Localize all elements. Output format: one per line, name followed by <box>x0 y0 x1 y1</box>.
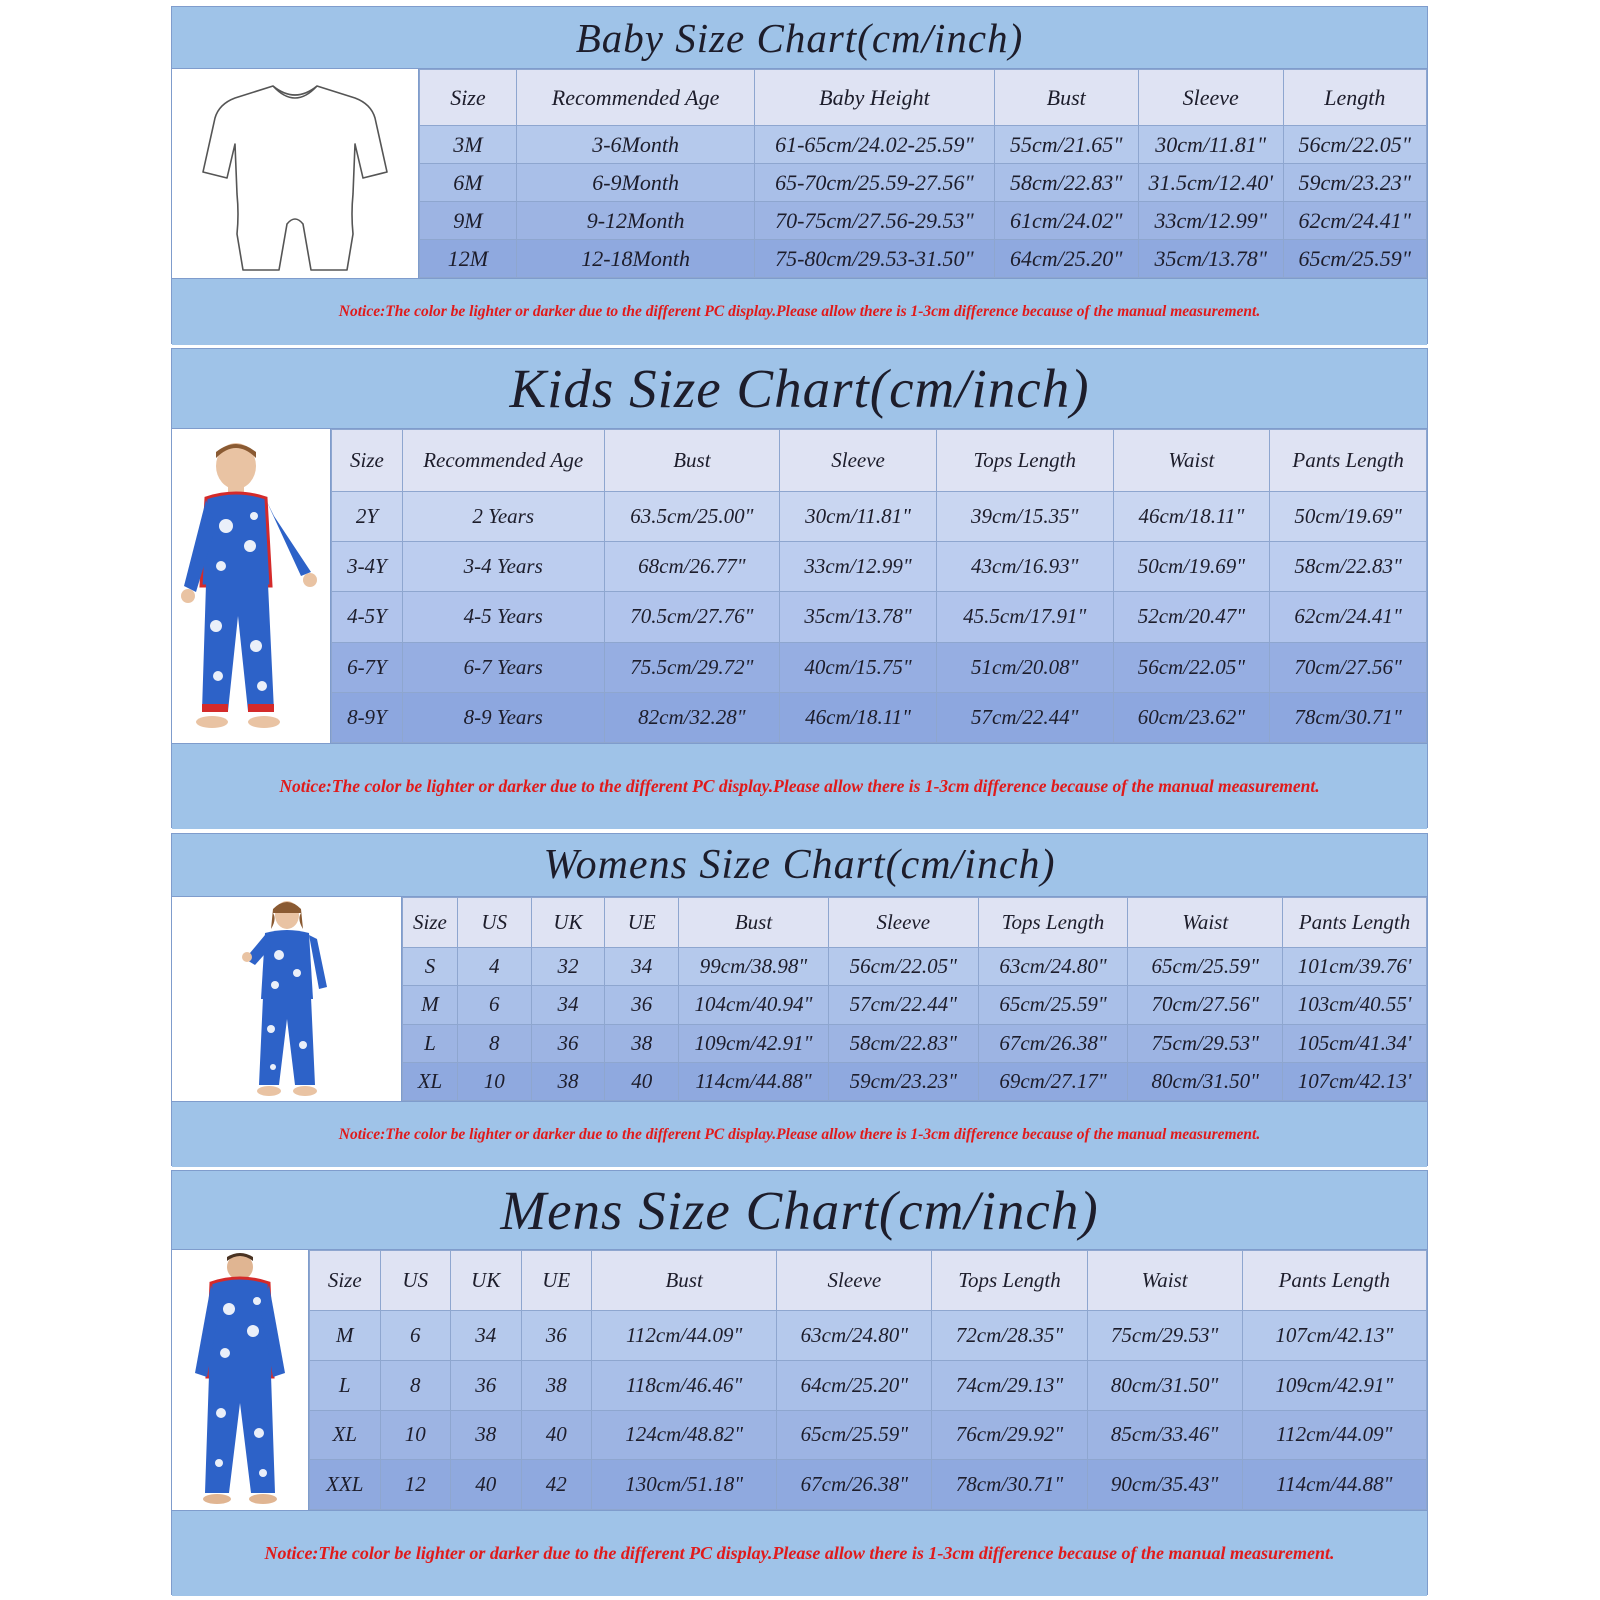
baby-chart-title: Baby Size Chart(cm/inch) <box>172 7 1427 69</box>
table-cell: 6 <box>457 986 531 1024</box>
table-cell: 30cm/11.81" <box>780 492 937 542</box>
table-cell: 63cm/24.80" <box>978 948 1128 986</box>
column-header: Waist <box>1113 430 1270 492</box>
table-cell: 12M <box>420 240 517 278</box>
table-cell: 112cm/44.09" <box>592 1311 777 1361</box>
woman-in-pajamas-icon <box>172 897 402 1101</box>
kids-size-table <box>331 429 1427 743</box>
table-row <box>310 1311 1427 1361</box>
table-cell: M <box>403 986 458 1024</box>
table-cell: 35cm/13.78" <box>780 592 937 642</box>
column-header: Size <box>403 898 458 948</box>
baby-chart-body <box>172 69 1427 279</box>
table-cell: 114cm/44.88" <box>1242 1460 1426 1510</box>
column-header: Waist <box>1087 1251 1242 1311</box>
mens-chart-title: Mens Size Chart(cm/inch) <box>172 1171 1427 1250</box>
table-cell: 45.5cm/17.91" <box>936 592 1113 642</box>
mens-chart-body <box>172 1250 1427 1511</box>
table-header-row <box>332 430 1427 492</box>
table-cell: 64cm/25.20" <box>994 240 1138 278</box>
table-cell: 8 <box>457 1024 531 1062</box>
table-cell: 75cm/29.53" <box>1087 1311 1242 1361</box>
table-cell: 109cm/42.91" <box>679 1024 829 1062</box>
table-cell: 64cm/25.20" <box>777 1360 932 1410</box>
table-row <box>403 948 1427 986</box>
column-header: Bust <box>679 898 829 948</box>
table-cell: XL <box>403 1062 458 1100</box>
table-row <box>420 240 1427 278</box>
table-cell: 61-65cm/24.02-25.59" <box>755 126 994 164</box>
table-cell: 74cm/29.13" <box>932 1360 1087 1410</box>
table-cell: 40cm/15.75" <box>780 642 937 692</box>
column-header: UK <box>451 1251 522 1311</box>
table-cell: 114cm/44.88" <box>679 1062 829 1100</box>
table-row <box>332 692 1427 742</box>
table-cell: 57cm/22.44" <box>936 692 1113 742</box>
table-cell: 6-7 Years <box>402 642 604 692</box>
table-cell: 70.5cm/27.76" <box>604 592 780 642</box>
table-cell: 9-12Month <box>516 202 755 240</box>
table-cell: 3-4 Years <box>402 542 604 592</box>
column-header: Tops Length <box>978 898 1128 948</box>
kids-notice: Notice:The color be lighter or darker due to the different PC display.Please allow there is 1-3cm difference because of the manual measurement. <box>172 744 1427 829</box>
table-cell: 12 <box>380 1460 451 1510</box>
table-cell: 38 <box>605 1024 679 1062</box>
column-header: Recommended Age <box>402 430 604 492</box>
table-cell: 76cm/29.92" <box>932 1410 1087 1460</box>
table-cell: L <box>310 1360 381 1410</box>
table-cell: 75cm/29.53" <box>1128 1024 1283 1062</box>
table-cell: 130cm/51.18" <box>592 1460 777 1510</box>
column-header: Tops Length <box>936 430 1113 492</box>
table-cell: 65cm/25.59" <box>777 1410 932 1460</box>
table-cell: 112cm/44.09" <box>1242 1410 1426 1460</box>
table-cell: 6 <box>380 1311 451 1361</box>
table-cell: 80cm/31.50" <box>1087 1360 1242 1410</box>
column-header: Pants Length <box>1270 430 1427 492</box>
column-header: Size <box>332 430 403 492</box>
kids-chart-body <box>172 429 1427 744</box>
table-cell: 52cm/20.47" <box>1113 592 1270 642</box>
baby-size-table <box>419 69 1427 278</box>
table-row <box>420 164 1427 202</box>
column-header: UK <box>531 898 605 948</box>
table-cell: 36 <box>521 1311 592 1361</box>
table-row <box>310 1360 1427 1410</box>
table-cell: 103cm/40.55' <box>1283 986 1427 1024</box>
table-cell: 58cm/22.83" <box>828 1024 978 1062</box>
table-cell: 8-9Y <box>332 692 403 742</box>
table-cell: 62cm/24.41" <box>1283 202 1426 240</box>
table-cell: 38 <box>531 1062 605 1100</box>
table-cell: 58cm/22.83" <box>994 164 1138 202</box>
column-header: US <box>457 898 531 948</box>
baby-size-chart <box>171 6 1428 344</box>
column-header: Baby Height <box>755 70 994 126</box>
table-cell: 101cm/39.76' <box>1283 948 1427 986</box>
table-cell: 56cm/22.05" <box>828 948 978 986</box>
table-cell: XXL <box>310 1460 381 1510</box>
table-cell: 90cm/35.43" <box>1087 1460 1242 1510</box>
table-cell: 60cm/23.62" <box>1113 692 1270 742</box>
table-cell: 109cm/42.91" <box>1242 1360 1426 1410</box>
table-cell: 58cm/22.83" <box>1270 542 1427 592</box>
table-cell: 50cm/19.69" <box>1113 542 1270 592</box>
column-header: Recommended Age <box>516 70 755 126</box>
column-header: Pants Length <box>1242 1251 1426 1311</box>
table-cell: 61cm/24.02" <box>994 202 1138 240</box>
table-cell: M <box>310 1311 381 1361</box>
table-header-row <box>420 70 1427 126</box>
table-cell: 65cm/25.59" <box>1283 240 1426 278</box>
table-cell: 38 <box>451 1410 522 1460</box>
table-cell: XL <box>310 1410 381 1460</box>
table-row <box>332 492 1427 542</box>
table-row <box>403 1062 1427 1100</box>
romper-outline-icon <box>172 69 419 278</box>
womens-size-table <box>402 897 1427 1101</box>
table-cell: 85cm/33.46" <box>1087 1410 1242 1460</box>
table-cell: 82cm/32.28" <box>604 692 780 742</box>
table-cell: 75-80cm/29.53-31.50" <box>755 240 994 278</box>
table-cell: 75.5cm/29.72" <box>604 642 780 692</box>
table-cell: 59cm/23.23" <box>828 1062 978 1100</box>
mens-size-table <box>309 1250 1427 1510</box>
table-cell: 35cm/13.78" <box>1138 240 1283 278</box>
table-cell: 33cm/12.99" <box>780 542 937 592</box>
table-cell: 38 <box>521 1360 592 1410</box>
table-cell: 34 <box>451 1311 522 1361</box>
table-row <box>420 126 1427 164</box>
table-cell: 3-6Month <box>516 126 755 164</box>
table-cell: 78cm/30.71" <box>1270 692 1427 742</box>
mens-size-chart <box>171 1170 1428 1595</box>
table-cell: 57cm/22.44" <box>828 986 978 1024</box>
table-cell: 107cm/42.13" <box>1242 1311 1426 1361</box>
womens-notice: Notice:The color be lighter or darker due to the different PC display.Please allow there is 1-3cm difference because of the manual measurement. <box>172 1102 1427 1167</box>
table-row <box>403 1024 1427 1062</box>
table-cell: 40 <box>451 1460 522 1510</box>
womens-chart-title: Womens Size Chart(cm/inch) <box>172 834 1427 897</box>
man-in-pajamas-icon <box>172 1250 309 1510</box>
table-cell: 3M <box>420 126 517 164</box>
table-cell: 6M <box>420 164 517 202</box>
table-cell: 40 <box>605 1062 679 1100</box>
table-cell: 63cm/24.80" <box>777 1311 932 1361</box>
table-cell: 51cm/20.08" <box>936 642 1113 692</box>
table-cell: 80cm/31.50" <box>1128 1062 1283 1100</box>
table-cell: L <box>403 1024 458 1062</box>
table-cell: 36 <box>605 986 679 1024</box>
table-cell: 107cm/42.13' <box>1283 1062 1427 1100</box>
table-cell: 30cm/11.81" <box>1138 126 1283 164</box>
table-cell: 99cm/38.98" <box>679 948 829 986</box>
column-header: UE <box>521 1251 592 1311</box>
table-cell: 68cm/26.77" <box>604 542 780 592</box>
table-cell: 6-9Month <box>516 164 755 202</box>
table-cell: 69cm/27.17" <box>978 1062 1128 1100</box>
table-cell: 63.5cm/25.00" <box>604 492 780 542</box>
table-cell: 124cm/48.82" <box>592 1410 777 1460</box>
table-cell: 3-4Y <box>332 542 403 592</box>
table-cell: 56cm/22.05" <box>1113 642 1270 692</box>
table-cell: 39cm/15.35" <box>936 492 1113 542</box>
column-header: Sleeve <box>777 1251 932 1311</box>
kids-chart-title: Kids Size Chart(cm/inch) <box>172 349 1427 429</box>
table-cell: 65cm/25.59" <box>978 986 1128 1024</box>
table-cell: 31.5cm/12.40' <box>1138 164 1283 202</box>
table-cell: 34 <box>531 986 605 1024</box>
kids-size-chart <box>171 348 1428 828</box>
table-row <box>332 642 1427 692</box>
table-cell: 70-75cm/27.56-29.53" <box>755 202 994 240</box>
table-cell: 36 <box>531 1024 605 1062</box>
womens-chart-body <box>172 897 1427 1102</box>
table-cell: 65-70cm/25.59-27.56" <box>755 164 994 202</box>
table-row <box>310 1460 1427 1510</box>
table-cell: 4-5Y <box>332 592 403 642</box>
child-in-pajamas-icon <box>172 429 331 743</box>
table-cell: 9M <box>420 202 517 240</box>
table-cell: 43cm/16.93" <box>936 542 1113 592</box>
table-cell: 10 <box>457 1062 531 1100</box>
table-cell: 46cm/18.11" <box>1113 492 1270 542</box>
table-cell: 50cm/19.69" <box>1270 492 1427 542</box>
table-cell: 46cm/18.11" <box>780 692 937 742</box>
table-cell: 72cm/28.35" <box>932 1311 1087 1361</box>
table-row <box>332 592 1427 642</box>
table-cell: 105cm/41.34' <box>1283 1024 1427 1062</box>
table-row <box>420 202 1427 240</box>
table-cell: 12-18Month <box>516 240 755 278</box>
table-cell: 62cm/24.41" <box>1270 592 1427 642</box>
table-cell: 8 <box>380 1360 451 1410</box>
table-cell: 34 <box>605 948 679 986</box>
column-header: Pants Length <box>1283 898 1427 948</box>
table-row <box>332 542 1427 592</box>
table-cell: 70cm/27.56" <box>1128 986 1283 1024</box>
table-cell: 10 <box>380 1410 451 1460</box>
mens-notice: Notice:The color be lighter or darker due to the different PC display.Please allow there is 1-3cm difference because of the manual measurement. <box>172 1511 1427 1596</box>
table-row <box>403 986 1427 1024</box>
column-header: Tops Length <box>932 1251 1087 1311</box>
table-cell: S <box>403 948 458 986</box>
table-header-row <box>403 898 1427 948</box>
column-header: Sleeve <box>1138 70 1283 126</box>
table-cell: 70cm/27.56" <box>1270 642 1427 692</box>
column-header: Sleeve <box>780 430 937 492</box>
column-header: Bust <box>604 430 780 492</box>
column-header: Size <box>310 1251 381 1311</box>
table-cell: 67cm/26.38" <box>978 1024 1128 1062</box>
table-cell: 40 <box>521 1410 592 1460</box>
column-header: Waist <box>1128 898 1283 948</box>
table-cell: 4-5 Years <box>402 592 604 642</box>
column-header: US <box>380 1251 451 1311</box>
baby-notice: Notice:The color be lighter or darker due to the different PC display.Please allow there is 1-3cm difference because of the manual measurement. <box>172 279 1427 345</box>
table-cell: 32 <box>531 948 605 986</box>
table-cell: 67cm/26.38" <box>777 1460 932 1510</box>
column-header: Length <box>1283 70 1426 126</box>
table-cell: 8-9 Years <box>402 692 604 742</box>
table-cell: 36 <box>451 1360 522 1410</box>
table-cell: 42 <box>521 1460 592 1510</box>
table-cell: 65cm/25.59" <box>1128 948 1283 986</box>
table-cell: 33cm/12.99" <box>1138 202 1283 240</box>
column-header: Bust <box>994 70 1138 126</box>
table-cell: 6-7Y <box>332 642 403 692</box>
column-header: Bust <box>592 1251 777 1311</box>
table-row <box>310 1410 1427 1460</box>
womens-size-chart <box>171 833 1428 1166</box>
table-cell: 4 <box>457 948 531 986</box>
table-cell: 56cm/22.05" <box>1283 126 1426 164</box>
column-header: UE <box>605 898 679 948</box>
table-header-row <box>310 1251 1427 1311</box>
table-cell: 118cm/46.46" <box>592 1360 777 1410</box>
table-cell: 104cm/40.94" <box>679 986 829 1024</box>
table-cell: 78cm/30.71" <box>932 1460 1087 1510</box>
table-cell: 59cm/23.23" <box>1283 164 1426 202</box>
table-cell: 55cm/21.65" <box>994 126 1138 164</box>
table-cell: 2 Years <box>402 492 604 542</box>
table-cell: 2Y <box>332 492 403 542</box>
column-header: Size <box>420 70 517 126</box>
column-header: Sleeve <box>828 898 978 948</box>
